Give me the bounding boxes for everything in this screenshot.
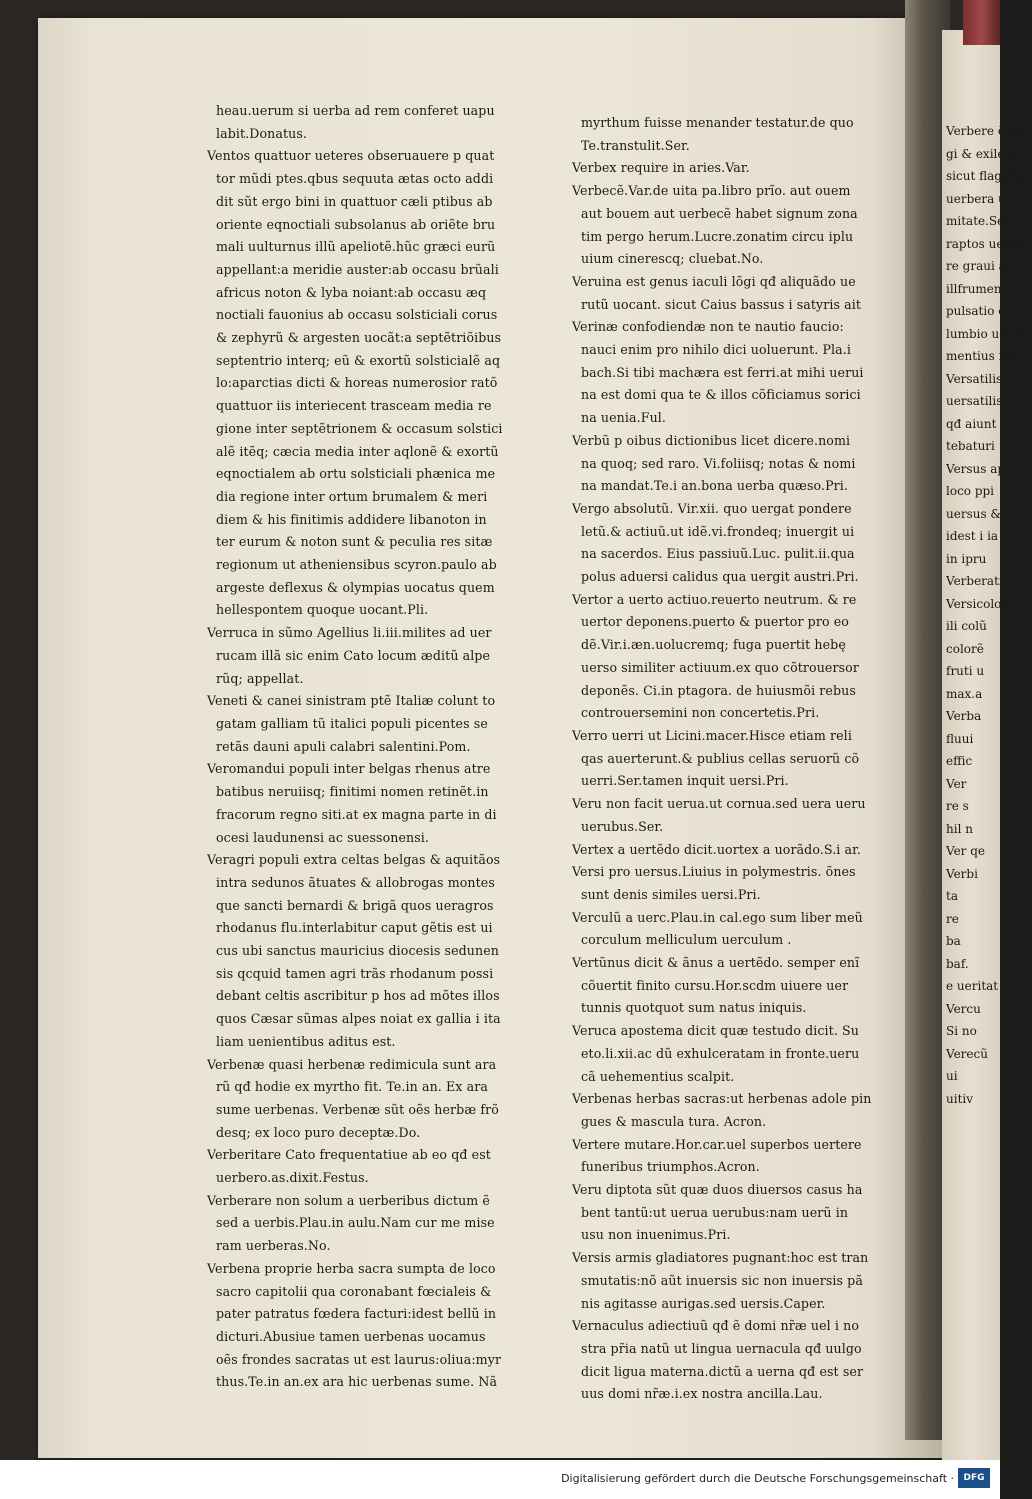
text-line: alẽ itẽq; cæcia media inter aqlonẽ & exortũ [216, 443, 499, 459]
text-line: Vertũnus dicit & ãnus a uertẽdo. semper enĩ [572, 955, 860, 971]
facing-page-line: mentius fæ [946, 349, 1015, 363]
facing-page-line: re [946, 911, 959, 926]
text-line: ram uerberas.No. [216, 1238, 331, 1254]
text-line: tim pergo herum.Lucre.zonatim circu iplu [581, 228, 854, 244]
text-line: Versi pro uersus.Liuius in polymestris. õnes [572, 864, 856, 880]
text-line: dia regione inter ortum brumalem & meri [216, 488, 488, 504]
facing-page-line: tebaturi [946, 439, 995, 453]
facing-page-line: gi & exile ut [946, 146, 1021, 161]
facing-page-line: Si no [946, 1024, 977, 1038]
text-line: polus aduersi calidus qua uergit austri.Pri. [581, 569, 859, 585]
text-line: cõuertit finito cursu.Hor.scdm uiuere uer [581, 977, 849, 993]
text-line: mali uulturnus illũ apeliotẽ.hũc græci eurũ [216, 239, 496, 255]
text-line: letũ.& actiuũ.ut idẽ.vi.frondeq; inuergit ui [581, 523, 855, 539]
facing-page-line: raptos uerbe [946, 236, 1024, 251]
text-line: qas auerterunt.& publius cellas seruorũ cõ [581, 750, 860, 766]
text-line: tor mũdi ptes.qbus sequuta ætas octo addi [216, 171, 494, 187]
text-line: desq; ex loco puro deceptæ.Do. [216, 1124, 421, 1140]
text-line: heau.uerum si uerba ad rem conferet uapu [216, 103, 495, 118]
text-line: Te.transtulit.Ser. [581, 137, 690, 153]
text-line: argeste deflexus & olympias uocatus quem [216, 579, 495, 595]
text-line: rhodanus flu.interlabitur caput gẽtis est ui [216, 920, 493, 936]
text-line: Verbena proprie herba sacra sumpta de loco [207, 1260, 496, 1276]
facing-page-line: Versicolor [946, 596, 1008, 611]
text-line: dẽ.Vir.i.æn.uolucremq; fuga puertit hebę [581, 637, 846, 653]
text-line: septentrio interq; eũ & exortũ solsticialẽ aq [216, 352, 501, 368]
text-line: nis agitasse aurigas.sed uersis.Caper. [581, 1295, 826, 1311]
text-line: na sacerdos. Eius passiuũ.Luc. pulit.ii.qua [581, 546, 855, 562]
ribbon-marker [963, 0, 1000, 45]
text-line: Veneti & canei sinistram ptẽ Italiæ colunt to [207, 693, 496, 709]
text-line: Verbex require in aries.Var. [572, 160, 750, 176]
facing-page-line: fruti u [946, 664, 985, 678]
text-line: & zephyrũ & argesten uocãt:a septẽtriõibus [216, 330, 502, 346]
text-line: uerso similiter actiuum.ex quo cõtrouersor [581, 659, 859, 675]
text-line: myrthum fuisse menander testatur.de quo [581, 115, 854, 130]
text-line: na mandat.Te.i an.bona uerba quæso.Pri. [581, 478, 849, 494]
text-line: uertor deponens.puerto & puertor pro eo [581, 614, 849, 630]
text-line: debant celtis ascribitur p hos ad mõtes illos [216, 988, 500, 1004]
text-line: eto.li.xii.ac dũ exhulceratam in fronte.ueru [581, 1045, 860, 1061]
facing-page-line: hil n [946, 821, 973, 836]
dfg-logo-icon: DFG [958, 1468, 990, 1488]
text-line: corculum melliculum uerculum . [581, 932, 792, 948]
facing-page-line: Versatilis. [946, 371, 1007, 386]
text-line: que sancti bernardi & brigã quos ueragros [216, 897, 494, 913]
text-line: Veromandui populi inter belgas rhenus atre [207, 761, 491, 777]
text-line: Veruca apostema dicit quæ testudo dicit. Su [572, 1023, 859, 1039]
facing-page-line: uitiv [946, 1091, 974, 1106]
text-line: nauci enim pro nihilo dici uoluerunt. Pla.i [581, 342, 852, 358]
facing-page-line: Verba [946, 709, 982, 723]
text-line: aut bouem aut uerbecẽ habet signum zona [581, 205, 858, 221]
text-line: Verculũ a uerc.Plau.in cal.ego sum liber meũ [572, 909, 863, 925]
facing-page-line: Verecũ [946, 1046, 988, 1061]
facing-page-line: re graui ac [946, 259, 1013, 273]
text-line: gione inter septẽtrionem & occasum solstici [216, 420, 503, 436]
facing-page-line: Verbere ẽ uel [946, 124, 1028, 138]
text-line: uerubus.Ser. [581, 818, 664, 834]
text-line: funeribus triumphos.Acron. [581, 1159, 760, 1175]
facing-page-line: baf. [946, 956, 969, 971]
facing-page-line: sicut flagellan [946, 169, 1032, 183]
text-line: sis qcquid tamen agri trãs rhodanum possi [216, 965, 494, 981]
text-line: rucam illã sic enim Cato locum æditũ alpe [216, 647, 491, 663]
text-line: Ventos quattuor ueteres obseruauere p quat [207, 148, 495, 164]
text-line: quattuor iis interiecent trasceam media re [216, 398, 492, 414]
facing-page-line: idest i ia [946, 529, 999, 543]
text-line: batibus neruiisq; finitimi nomen retinẽt.in [216, 784, 489, 800]
text-line: usu non inuenimus.Pri. [581, 1227, 731, 1243]
footer-bar [0, 1460, 1000, 1499]
text-line: liam uenientibus aditus est. [216, 1033, 396, 1049]
facing-page-line: uersatilis. [946, 394, 1007, 408]
text-line: uerbero.as.dixit.Festus. [216, 1170, 369, 1186]
text-line: sed a uerbis.Plau.in aulu.Nam cur me mise [216, 1215, 495, 1231]
text-line: uium cinerescq; cluebat.No. [581, 251, 764, 267]
facing-page-line: Vercu [946, 1001, 981, 1016]
text-line: retãs dauni apuli calabri salentini.Pom. [216, 738, 471, 754]
facing-page-line: pulsatio ẽ. [946, 304, 1010, 318]
facing-page-line: effic [946, 754, 973, 768]
text-line: na quoq; sed raro. Vi.foliisq; notas & nomi [581, 455, 856, 471]
text-line: intra sedunos ãtuates & allobrogas montes [216, 874, 495, 890]
facing-page-line: re s [946, 799, 969, 813]
facing-page-line: ili colũ [946, 619, 987, 633]
text-line: na uenia.Ful. [581, 410, 667, 426]
facing-page-line: mitate.Sen. [946, 214, 1016, 228]
text-line: uus domi nr̃æ.i.ex nostra ancilla.Lau. [581, 1386, 823, 1402]
text-line: bent tantũ:ut uerua uerubus:nam uerũ in [581, 1204, 849, 1220]
text-line: Veragri populi extra celtas belgas & aquitãos [207, 852, 501, 868]
facing-page-line: ui [946, 1069, 958, 1083]
text-line: Verbenas herbas sacras:ut herbenas adole pin [572, 1091, 872, 1107]
facing-page-line: Verberati [946, 574, 1003, 588]
facing-page-line: uerbera uero [946, 191, 1026, 206]
text-line: Veruina est genus iaculi lõgi qđ aliquãdo ue [572, 273, 856, 289]
text-line: dit sũt ergo bini in quattuor cæli ptibus ab [216, 193, 493, 209]
text-line: rutũ uocant. sicut Caius bassus i satyris ait [581, 296, 862, 312]
text-line: Vertex a uertẽdo dicit.uortex a uorãdo.S.i ar. [572, 841, 861, 857]
right-text-column [572, 112, 917, 1406]
text-line: rũ qđ hodie ex myrtho fit. Te.in an. Ex ara [216, 1079, 488, 1095]
text-line: rũq; appellat. [216, 670, 304, 686]
facing-page-line: Verbi [946, 866, 978, 881]
text-line: sacro capitolii qua coronabant fœcialeis & [216, 1283, 492, 1299]
facing-page-line: e ueritat [946, 979, 999, 993]
facing-page-line: loco ppi [946, 484, 995, 498]
text-line: appellant:a meridie auster:ab occasu brũali [216, 261, 499, 277]
facing-page-line: Versus ap [946, 461, 1006, 476]
facing-page-line: colorẽ [946, 641, 984, 656]
text-line: Vertere mutare.Hor.car.uel superbos uertere [572, 1136, 862, 1152]
text-line: Verbũ p oibus dictionibus licet dicere.nomi [572, 432, 851, 448]
text-line: thus.Te.in an.ex ara hic uerbenas sume. Nã [216, 1374, 498, 1390]
text-line: ter eurum & noton sunt & peculia res sitæ [216, 534, 493, 550]
text-line: Versis armis gladiatores pugnant:hoc est tran [572, 1250, 869, 1266]
text-line: Verberare non solum a uerberibus dictum ẽ [207, 1192, 490, 1208]
facing-page-line: in ipru [946, 551, 987, 566]
left-text-column [207, 100, 555, 1394]
text-line: Verruca in sũmo Agellius li.iii.milites ad uer [207, 625, 492, 641]
facing-page-line: ba [946, 934, 961, 948]
text-line: oẽs frondes sacratas ut est laurus:oliua:myr [216, 1351, 502, 1367]
text-line: sume uerbenas. Verbenæ sũt oẽs herbæ frõ [216, 1101, 499, 1117]
text-line: regionum ut atheniensibus scyron.paulo ab [216, 557, 497, 573]
text-line: Vernaculus adiectiuũ qđ ẽ domi nr̃æ uel i no [572, 1318, 860, 1334]
text-line: gatam galliam tũ italici populi picentes se [216, 715, 488, 731]
text-line: gues & mascula tura. Acron. [581, 1113, 767, 1129]
text-line: lo:aparctias dicti & horeas numerosior ratõ [216, 375, 498, 391]
text-line: Verro uerri ut Licini.macer.Hisce etiam reli [572, 727, 852, 743]
text-line: noctiali fauonius ab occasu solsticiali corus [216, 307, 498, 323]
text-line: bach.Si tibi machæra est ferri.at mihi uerui [581, 364, 864, 380]
text-line: deponẽs. Ci.in ptagora. de huiusmõi rebus [581, 682, 856, 698]
facing-page-line: uersus & [946, 506, 1002, 521]
text-line: diem & his finitimis addidere libanoton in [216, 511, 487, 527]
text-line: Veru diptota sũt quæ duos diuersos casus ha [572, 1182, 863, 1198]
facing-page-line: illfrumento [946, 281, 1014, 296]
facing-page-line: fluui [946, 731, 974, 746]
text-line: africus noton & lyba noiant:ab occasu æq [216, 284, 487, 300]
text-line: ocesi laudunensi ac suessonensi. [216, 829, 430, 845]
text-line: Verberitare Cato frequentatiue ab eo qđ est [207, 1147, 491, 1163]
text-line: tunnis quotquot sum natus iniquis. [581, 1000, 807, 1016]
text-line: Vertor a uerto actiuo.reuerto neutrum. & re [572, 591, 857, 607]
text-line: fracorum regno siti.at ex magna parte in di [216, 806, 497, 822]
text-line: Vergo absolutũ. Vir.xii. quo uergat pondere [572, 500, 852, 516]
text-line: dicturi.Abusiue tamen uerbenas uocamus [216, 1328, 486, 1344]
facing-page-line: Ver [946, 776, 967, 791]
text-line: oriente eqnoctiali subsolanus ab oriẽte bru [216, 216, 496, 232]
text-line: eqnoctialem ab ortu solsticiali phænica me [216, 466, 496, 482]
text-line: dicit ligua materna.dictũ a uerna qđ est ser [581, 1363, 864, 1379]
facing-page-line: Ver qe [946, 844, 985, 858]
text-line: Verinæ confodiendæ non te nautio faucio: [572, 319, 844, 335]
text-line: sunt denis similes uersi.Pri. [581, 886, 761, 902]
text-line: Verbecẽ.Var.de uita pa.libro prĩo. aut ouem [572, 183, 851, 199]
funding-notice: Digitalisierung gefördert durch die Deutsche Forschungsgemeinschaft · [561, 1472, 954, 1485]
text-line: uerri.Ser.tamen inquit uersi.Pri. [581, 773, 789, 789]
text-line: labit.Donatus. [216, 125, 308, 141]
text-line: na est domi qua te & illos cõficiamus sorici [581, 387, 861, 403]
text-line: Verbenæ quasi herbenæ redimicula sunt ara [207, 1056, 497, 1072]
text-line: cã uehementius scalpit. [581, 1068, 735, 1084]
text-line: smutatis:nõ aũt inuersis sic non inuersis pã [581, 1272, 863, 1288]
facing-page-line: ta [946, 889, 958, 903]
text-line: pater patratus fœdera facturi:idest bellũ in [216, 1306, 497, 1322]
text-line: stra pr̃ia natũ ut lingua uernacula qđ uulgo [581, 1340, 862, 1356]
text-line: controuersemini non concertetis.Pri. [581, 705, 820, 721]
facing-page-text [946, 120, 1032, 1110]
facing-page-line: max.a [946, 686, 983, 701]
text-line: quos Cæsar sũmas alpes noiat ex gallia i ita [216, 1011, 501, 1027]
facing-page-line: qđ aiunt [946, 416, 997, 431]
text-line: hellespontem quoque uocant.Pli. [216, 602, 429, 618]
text-line: cus ubi sanctus mauricius diocesis sedunen [216, 943, 499, 959]
facing-page-line: lumbio uel fer [946, 326, 1032, 341]
text-line: Veru non facit uerua.ut cornua.sed uera ueru [572, 796, 866, 812]
